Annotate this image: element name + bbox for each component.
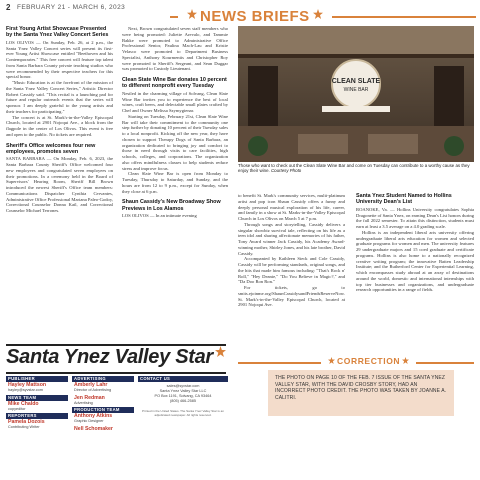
correction-title-wrap <box>321 356 416 366</box>
staff-role: copyeditor <box>8 406 26 411</box>
article-paragraph: to benefit St. Mark's community services, multi-platinum artist and pop icon Shaun Cassidy offers a funny and deeply personal musical exploration of his life, career, and family in a show at St. Marks-in-the-Valley Episcopal Church in Los Olivos on March 5 at 7 p.m. <box>238 193 345 221</box>
article-headline: Santa Ynez Student Named to Hollins University Dean's List <box>356 193 452 206</box>
article-paragraph: Next, Brown congratulated seven staff members who were being promoted: Juliette Arevalo, and Tammie Bakke were promoted to Administrative Office Professional Senior, Paulina Mach-Lau and Kristie Velasco were promoted to Department Business Specialist, Anthony Kourmentis and Christopher Roy were promoted to Sheriff's Sergeant, and Sean Duggar was promoted to Custody Lieutenant. <box>122 26 228 72</box>
article-headline: Shaun Cassidy's New Broadway Show Previews in Los Alamos <box>122 199 221 212</box>
staff-role: Advertising <box>74 400 93 405</box>
staff-name: Jen Redman <box>74 394 105 401</box>
staff-col-3 <box>138 376 228 418</box>
contact-fineprint: Printed in the United States. The Santa Ynez Valley Star is an adjudicated newspaper. All rights reserved. <box>142 409 224 417</box>
correction-notice <box>268 370 454 416</box>
wine-bar-photo <box>238 26 474 162</box>
article-paragraph: Starting on Tuesday, February 21st, Clean Slate Wine Bar will take their commitment to the community one step further by donating 10 percent of their Tuesday sales to a local nonprofit. Kicking off the new year, they have chosen to support Therapy Dogs of Santa Barbara, an organization dedicated to bringing joy and comfort to those in need through visits to care facilities, high schools, colleges, and corporations. The organization also offers mindfulness classes to help students reduce stress and improve focus. <box>122 113 228 171</box>
staff-box <box>6 376 228 473</box>
contact-info <box>138 382 228 404</box>
page-number: 2 <box>6 3 11 12</box>
news-briefs-banner <box>170 8 476 26</box>
staff-name: Amberly Lahr <box>74 382 108 388</box>
staff-email: hayley@syvstar.com <box>8 388 43 392</box>
section-label: REPORTERS <box>6 413 68 419</box>
article-paragraph: Nestled in the charming village of Solvang, Clean Slate Wine Bar invites you to experience the best of local wines, craft beers, and delectable small plates crafted by Chef and Owner Melissa Szymygienar. <box>122 90 228 114</box>
contact-company: Santa Ynez Valley Star LLC <box>159 389 207 393</box>
staff-name: Nell Schomaker <box>74 425 113 432</box>
photo-caption <box>238 163 474 174</box>
caption-text: Those who want to check out the Clean Slate Wine Bar and come on Tuesday can contribute to a worthy cause as they enjoy their wine. <box>238 163 470 174</box>
article-paragraph: LOS OLIVOS — On Sunday, Feb. 26, at 2 p.m., the Santa Ynez Valley Concert series will present its first-ever Young Artist Showcase entitled "Beethoven and his Contemporaries." This free concert will feature top talent from Santa Barbara County private teaching studios who were recommended by their respective teachers for this special honor. <box>6 39 113 80</box>
star-icon <box>215 346 226 357</box>
section-label: CONTACT US <box>138 376 228 382</box>
article-headline: Sheriff's Office welcomes four new employees, promotes seven <box>6 142 96 155</box>
article-paragraph: Clean Slate Wine Bar is open from Monday to Tuesday, Thursday to Saturday, and Sunday, and the hours are from 12 to 9 p.m., except for Sunday, when they close at 6 p.m. <box>122 171 228 194</box>
star-icon <box>328 357 335 364</box>
article-headline: Clean State Wine Bar donates 10 percent to different nonprofit every Tuesday <box>122 77 227 90</box>
star-icon <box>402 357 409 364</box>
section-label: PUBLISHER <box>6 376 68 382</box>
banner-title-wrap <box>178 8 332 25</box>
masthead-title-wrap <box>6 346 226 369</box>
article-paragraph: SANTA BARBARA — On Monday, Feb. 6, 2023, the Santa Barbara County Sheriff's Office welcomed four new employees and congratulated seven employees on their promotions. In a ceremony held in the Board of Supervisors' Hearing Room, Sheriff Bill Brown introduced the newest Sheriff's Office team members: Communications Dispatcher Cynthia Cervantes, Administrative Office Professional Mariana Paleo-Godoy, Correctional Counselor Donna Kail, and Correctional Counselor Michael Terrones. <box>6 156 113 214</box>
staff-role: Director of Advertising <box>74 388 112 392</box>
correction-box <box>238 356 474 474</box>
contact-address: PO Box 1191, Solvang, CA 93464 <box>154 394 212 398</box>
article-paragraph: The concert is at St. Mark's-in-the-Valley Episcopal Church, located at 2901 Nojoqui Ave., a block from the flagpole in the center of Los Olivos. This event is free and open to the public. No tickets are required. <box>6 114 113 137</box>
article-paragraph: ROANOKE, Va. — Hollins University congratulates Sophia Dragonette of Santa Ynez, on earning Dean's List honors during the fall 2022 semester. To attain this distinction, students must earn at least a 3.5 average on a 4.0 grading scale. <box>356 206 474 230</box>
contact-email: sales@syvstar.com <box>166 384 200 388</box>
star-icon <box>187 9 197 19</box>
correction-text: THE PHOTO ON PAGE 10 OF THE FEB. 7 ISSUE OF THE SANTA YNEZ VALLEY STAR, WITH THE DAVID CROSBY STORY, HAD AN INCORRECT PHOTO CREDIT. THE PHOTO WAS TAKEN BY JOANNE A. CALITRI. <box>275 375 447 401</box>
column-2 <box>122 26 228 219</box>
contact-phone: (805) 466-2585 <box>170 399 196 403</box>
section-label: NEWS TEAM <box>6 395 68 401</box>
star-icon <box>313 9 323 19</box>
sign-text: CLEAN SLATE <box>331 78 381 85</box>
section-label: ADVERTISING <box>72 376 134 382</box>
column-1 <box>6 26 113 214</box>
article-paragraph: LOS OLIVOS — In an intimate evening <box>122 213 197 219</box>
article-paragraph: Through songs and storytelling, Cassidy delivers a singular showbiz survival tale, reflecting on his life as a teen idol and sharing affectionate memories of his father, Tony Award winner Jack Cassidy, his Academy Award-winning mother, Shirley Jones, and his late brother, David Cassidy. <box>238 221 345 256</box>
dateline: FEBRUARY 21 - MARCH 6, 2023 <box>17 4 126 11</box>
article-paragraph: Accompanied by Kathleen Sieck and Cole Cassidy, Cassidy will be performing standards, original songs, and the hits that made him famous including: "That's Rock n' Roll," "Hey Deanie," "Do You Believe in Magic?," and "Da Doo Ron Ron." <box>238 256 345 285</box>
staff-col-1 <box>6 376 68 432</box>
correction-title: CORRECTION <box>337 356 401 366</box>
staff-name: Hayley Mattson <box>8 382 47 388</box>
staff-role: Contributing Writer <box>8 425 40 430</box>
storefront-image <box>238 26 474 162</box>
staff-col-2 <box>72 376 134 432</box>
article-paragraph: "Music Education is at the forefront of the mission of the Santa Ynez Valley Concert Series," Artistic Director Robert Cassidy said. "This recital is a launching pad for future and regular outreach events that the series will sponsor. I am deeply grateful to the young artists and their teachers for participating." <box>6 80 113 114</box>
photo-credit: Courtesy Photo <box>270 168 302 174</box>
staff-name: Anthony Atkins <box>74 413 113 420</box>
section-label: PRODUCTION TEAM <box>72 407 134 413</box>
column-3 <box>238 193 345 308</box>
banner-title: NEWS BRIEFS <box>200 8 310 25</box>
staff-name: Mike Chaldo <box>8 400 39 407</box>
article-paragraph: For tickets, go to smits.ejoinme.org/ShaunCassidysandFriendsReserveNow. St. Mark's-in-the-Valley Episcopal Church, located at 2901 Nojoqui Ave. <box>238 285 345 308</box>
masthead-rule-bottom <box>6 372 226 374</box>
staff-role: Graphic Designer <box>74 419 104 424</box>
masthead-title: Santa Ynez Valley Star <box>6 346 213 368</box>
article-paragraph: Hollins is an independent liberal arts university offering undergraduate liberal arts education for women and selected graduate programs for women and men. The university features 29 undergraduate majors and 15 coed graduate and certificate programs. Hollins is also home to a nationally recognized creative writing program; the innovative Batten Leadership Institute; and the Rutherford Center for Experiential Learning, which encompasses study abroad at an array of destinations around the world, domestic and international internships with top tier businesses and organizations, and undergraduate research opportunities in a range of fields. <box>356 229 474 293</box>
staff-name: Pamela Dozois <box>8 419 45 426</box>
masthead <box>6 344 226 374</box>
sign-subtext: WINE BAR <box>343 87 369 93</box>
article-headline: First Young Artist Showcase Presented by the Santa Ynez Valley Concert Series <box>6 26 109 39</box>
column-4 <box>356 193 474 293</box>
